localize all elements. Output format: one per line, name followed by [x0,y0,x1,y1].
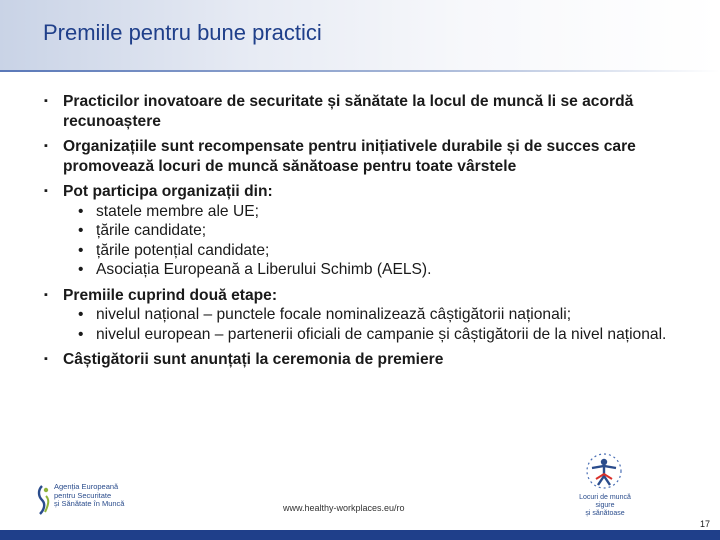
sub-item [63,260,694,280]
bullet-item [44,182,694,280]
agency-name-line: și Sănătate în Muncă [54,499,125,508]
bullet-text: Premiile cuprind două etape: [63,286,278,304]
dot-bullet-icon: • [78,306,84,323]
sub-list [63,305,694,344]
sub-item [63,241,694,261]
square-bullet-icon: ▪ [44,140,48,152]
agency-name [54,483,124,509]
dot-bullet-icon: • [78,325,84,343]
bullet-text: Câștigătorii sunt anunțați la ceremonia de premiere [63,351,444,368]
bullet-item [44,92,694,131]
bottom-bar [0,530,720,540]
campaign-name-line: și sănătoase [585,510,625,517]
bullet-item [44,137,694,176]
square-bullet-icon: ▪ [44,95,48,107]
bullet-text: Practicilor inovatoare de securitate și sănătate la locul de muncă li se acordă recunoaștere [63,93,634,130]
sub-item-text: țările potențial candidate; [96,241,270,259]
campaign-logo [574,449,634,493]
page-number: 17 [699,519,710,529]
bullet-text: Organizațiile sunt recompensate pentru inițiativele durabile și de succes care promovează locuri de muncă sănătoase pentru toate vârstele [63,138,636,175]
agency-name-line: pentru Securitate [54,490,112,500]
agency-name-line: Agenția Europeană [54,482,119,491]
slide-content [44,92,694,376]
square-bullet-icon: ▪ [44,353,48,365]
campaign-name [570,494,640,518]
sub-item-text: nivelul național – punctele focale nominalizează câștigătorii naționali; [96,306,572,323]
square-bullet-icon: ▪ [44,185,48,197]
square-bullet-icon: ▪ [44,288,48,301]
dot-bullet-icon: • [78,222,84,239]
sub-item-text: Asociația Europeană a Liberului Schimb (AELS). [96,261,432,278]
title-underline [0,70,720,72]
sub-item [63,325,694,345]
sub-item-text: țările candidate; [96,222,207,239]
slide-title: Premiile pentru bune practici [43,20,322,45]
dot-bullet-icon: • [78,202,84,220]
sub-list [63,202,694,280]
sub-item [63,221,694,241]
campaign-name-line: Locuri de muncă sigure [579,494,631,509]
footer-url: www.healthy-workplaces.eu/ro [283,503,405,513]
sub-item [63,202,694,222]
dot-bullet-icon: • [78,241,84,259]
sub-item-text: statele membre ale UE; [96,202,259,220]
sub-item-text: nivelul european – partenerii oficiali de campanie și câștigătorii de la nivel național. [96,325,667,343]
sub-item [63,305,694,325]
dot-bullet-icon: • [78,261,84,278]
bullet-item [44,350,694,370]
bullet-item [44,286,694,345]
bullet-text: Pot participa organizații din: [63,183,273,200]
